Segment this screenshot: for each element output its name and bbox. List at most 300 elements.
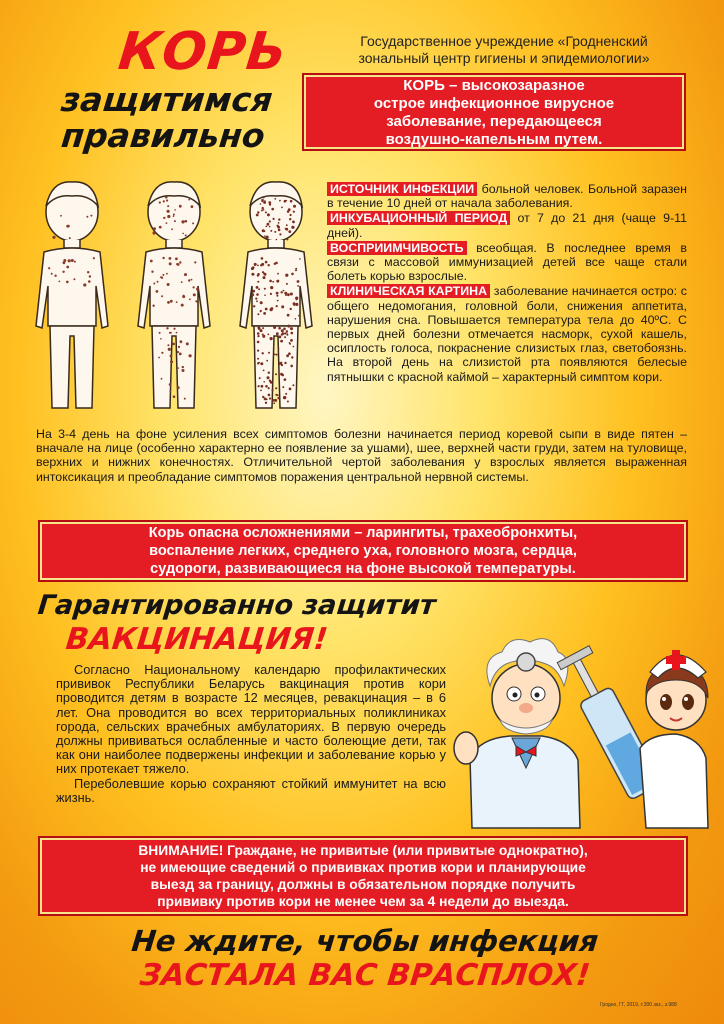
susceptibility-text: всеобщая. В последнее время в связи с массовой иммунизацией детей все чаще стали болеть корью взрослые. xyxy=(327,240,687,284)
rash-spot xyxy=(158,357,160,359)
rash-spot xyxy=(296,299,298,301)
rash-spot xyxy=(257,265,259,267)
rash-spot xyxy=(178,346,180,348)
rash-spot xyxy=(270,230,272,232)
rash-spot xyxy=(285,393,287,395)
rash-spot xyxy=(289,342,291,344)
rash-spot xyxy=(176,263,178,265)
info-clinical xyxy=(327,284,687,383)
rash-spot xyxy=(157,281,159,283)
rash-spot xyxy=(297,285,299,287)
rash-spot xyxy=(181,304,184,307)
rash-spot xyxy=(259,377,261,379)
rash-spot xyxy=(286,354,289,357)
rash-spot xyxy=(188,279,190,281)
rash-spot xyxy=(153,231,156,234)
rash-spot xyxy=(173,214,175,216)
rash-spot xyxy=(260,362,263,365)
rash-spot xyxy=(276,332,279,335)
definition-line: острое инфекционное вирусное xyxy=(373,95,615,112)
rash-spot xyxy=(292,384,294,386)
rash-spot xyxy=(268,264,270,266)
rash-spot xyxy=(264,288,266,290)
complications-line: судороги, развивающиеся на фоне высокой температуры. xyxy=(150,561,576,577)
rash-spot xyxy=(295,269,297,271)
rash-spot xyxy=(287,314,290,317)
rash-spot xyxy=(167,205,169,207)
rash-spot xyxy=(293,346,295,348)
rash-spot xyxy=(267,334,269,336)
definition-line: воздушно-капельным путем. xyxy=(385,131,603,148)
rash-spot xyxy=(275,387,277,389)
rash-spot xyxy=(196,288,199,291)
rash-spot xyxy=(194,261,196,263)
rash-spot xyxy=(262,230,264,232)
rash-spot xyxy=(184,398,186,400)
rash-spot xyxy=(264,398,267,401)
rash-spot xyxy=(173,328,175,330)
nurse-figure xyxy=(640,650,708,828)
rash-spot xyxy=(276,239,278,241)
rash-spot xyxy=(159,332,161,334)
rash-spot xyxy=(290,365,293,368)
rash-spot xyxy=(287,239,289,241)
rash-spot xyxy=(182,233,184,235)
rash-spot xyxy=(278,327,281,330)
rash-spot xyxy=(51,273,53,275)
rash-spot xyxy=(168,348,171,351)
rash-spot xyxy=(267,213,270,216)
vaccination-heading: Гарантированно защитит xyxy=(36,590,438,621)
rash-spot xyxy=(260,301,263,304)
rash-spot xyxy=(73,278,75,280)
child-figure xyxy=(36,182,108,408)
rash-spot xyxy=(171,228,173,230)
rash-spot xyxy=(162,257,164,259)
rash-spot xyxy=(288,208,291,211)
info-source xyxy=(327,182,687,210)
rash-spot xyxy=(284,362,286,364)
rash-spot xyxy=(261,257,264,260)
rash-spot xyxy=(60,215,62,217)
rash-spot xyxy=(290,339,293,342)
rash-spot xyxy=(74,261,76,263)
subtitle-line: защитимся xyxy=(59,80,275,119)
rash-spot xyxy=(291,356,293,358)
rash-spot xyxy=(265,385,268,388)
poster-title: КОРЬ xyxy=(115,22,291,82)
rash-spot xyxy=(278,222,280,224)
rash-spot xyxy=(269,226,271,228)
rash-spot xyxy=(153,227,156,230)
rash-spot xyxy=(83,283,86,286)
label-clinical: КЛИНИЧЕСКАЯ КАРТИНА xyxy=(327,284,490,298)
rash-spot xyxy=(256,293,259,296)
rash-spot xyxy=(265,226,267,228)
rash-spot xyxy=(292,221,295,224)
rash-spot xyxy=(182,369,185,372)
rash-spot xyxy=(69,237,71,239)
rash-spot xyxy=(268,372,270,374)
rash-spot xyxy=(257,358,259,360)
rash-spot xyxy=(278,218,280,220)
rash-spot xyxy=(166,273,168,275)
rash-spot xyxy=(261,200,263,202)
rash-spot xyxy=(287,325,290,328)
rash-spot xyxy=(176,301,178,303)
rash-spot xyxy=(289,388,292,391)
rash-spot xyxy=(260,310,262,312)
rash-spot xyxy=(184,273,187,276)
rash-spot xyxy=(279,233,281,235)
rash-spot xyxy=(189,298,191,300)
rash-spot xyxy=(167,215,170,218)
rash-spot xyxy=(287,293,290,296)
rash-spot xyxy=(177,351,179,353)
rash-spot xyxy=(284,336,286,338)
rash-spot xyxy=(186,342,189,345)
rash-spot xyxy=(189,354,192,357)
poster-subtitle xyxy=(26,82,304,154)
rash-spot xyxy=(260,329,263,332)
rash-spot xyxy=(193,293,196,296)
rash-spot xyxy=(286,332,288,334)
definition-box xyxy=(302,73,686,151)
rash-spot xyxy=(283,290,285,292)
rash-spot xyxy=(195,300,197,302)
rash-spot xyxy=(263,202,265,204)
rash-spot xyxy=(284,396,287,399)
label-susceptibility: ВОСПРИИМЧИВОСТЬ xyxy=(327,241,467,255)
rash-spot xyxy=(276,305,278,307)
rash-spot xyxy=(274,231,276,233)
rash-spot xyxy=(251,293,254,296)
rash-spot xyxy=(170,355,173,358)
rash-spot xyxy=(276,295,278,297)
rash-spot xyxy=(163,217,165,219)
rash-spot xyxy=(273,218,275,220)
rash-spot xyxy=(274,198,276,200)
rash-spot xyxy=(185,220,188,223)
rash-spot xyxy=(273,346,275,348)
rash-spot xyxy=(270,286,273,289)
rash-spot xyxy=(179,205,182,208)
rash-spot xyxy=(284,200,287,203)
rash-spot xyxy=(281,374,284,377)
complications-box xyxy=(38,520,688,582)
rash-spot xyxy=(297,280,300,283)
rash-spot xyxy=(276,354,278,356)
rash-spot xyxy=(165,196,168,199)
rash-spot xyxy=(167,301,170,304)
rash-spot xyxy=(278,229,281,232)
rash-spot xyxy=(263,209,265,211)
rash-spot xyxy=(177,386,180,389)
info-incubation xyxy=(327,211,687,239)
rash-spot xyxy=(288,352,291,355)
rash-spot xyxy=(295,318,297,320)
rash-spot xyxy=(284,332,286,334)
rash-spot xyxy=(291,226,294,229)
vaccination-paragraph: Переболевшие корью сохраняют стойкий иммунитет на всю жизнь. xyxy=(56,775,446,805)
rash-spot xyxy=(172,343,175,346)
rash-spot xyxy=(256,286,259,289)
rash-spot xyxy=(273,402,275,404)
rash-spot xyxy=(260,203,262,205)
rash-spot xyxy=(286,330,288,332)
rash-spot xyxy=(267,223,270,226)
rash-spot xyxy=(152,305,154,307)
footer-slogan-accent: ЗАСТАЛА ВАС ВРАСПЛОХ! xyxy=(138,958,592,993)
rash-spot xyxy=(192,222,194,224)
rash-spot xyxy=(180,340,183,343)
rash-spot xyxy=(256,214,259,217)
rash-spot xyxy=(262,207,264,209)
rash-spot xyxy=(261,385,264,388)
rash-spot xyxy=(166,199,168,201)
rash-spot xyxy=(88,280,91,283)
warning-box xyxy=(38,836,688,916)
warning-line: не имеющие сведений о прививках против кори и планирующие xyxy=(140,860,586,875)
rash-spot xyxy=(167,283,170,286)
complications-line: Корь опасна осложнениями – ларингиты, трахеобронхиты, xyxy=(148,525,578,541)
rash-spot xyxy=(299,258,301,260)
rash-spot xyxy=(93,257,95,259)
rash-spot xyxy=(291,273,294,276)
rash-spot xyxy=(277,225,279,227)
rash-spot xyxy=(185,234,187,236)
rash-spot xyxy=(281,334,283,336)
rash-spot xyxy=(293,211,295,213)
rash-spot xyxy=(285,294,287,296)
rash-spot xyxy=(256,300,258,302)
rash-spot xyxy=(155,199,157,201)
rash-spot xyxy=(276,280,279,283)
footer-slogan: Не ждите, чтобы инфекция xyxy=(130,924,600,958)
rash-spot xyxy=(263,312,266,315)
org-line: зональный центр гигиены и эпидемиологии» xyxy=(358,50,650,66)
rash-spot xyxy=(188,199,190,201)
rash-spot xyxy=(68,259,71,262)
rash-spot xyxy=(174,209,176,211)
rash-spot xyxy=(90,215,92,217)
rash-spot xyxy=(281,329,284,332)
rash-spot xyxy=(169,262,172,265)
rash-spot xyxy=(272,281,274,283)
rash-spot xyxy=(298,315,300,317)
rash-spot xyxy=(86,216,88,218)
rash-spot xyxy=(279,200,281,202)
rash-spot xyxy=(282,386,284,388)
rash-spot xyxy=(284,379,286,381)
rash-spot xyxy=(87,271,89,273)
rash-spot xyxy=(151,271,153,273)
organization-name xyxy=(318,33,690,67)
rash-spot xyxy=(269,220,271,222)
rash-spot xyxy=(167,344,169,346)
rash-spot xyxy=(270,337,273,340)
label-source: ИСТОЧНИК ИНФЕКЦИИ xyxy=(327,182,477,196)
warning-line: выезд за границу, должны в обязательном порядке получить xyxy=(150,877,576,892)
rash-spot xyxy=(264,273,267,276)
rash-spot xyxy=(71,259,74,262)
rash-spot xyxy=(252,290,255,293)
rash-spot xyxy=(162,274,164,276)
rash-spot xyxy=(272,399,275,402)
complications-line: воспаление легких, среднего уха, головного мозга, сердца, xyxy=(149,543,577,559)
rash-spot xyxy=(290,308,292,310)
rash-spot xyxy=(271,208,274,211)
rash-spot xyxy=(173,395,176,398)
rash-spot xyxy=(286,283,288,285)
rash-spot xyxy=(62,271,64,273)
rash-spot xyxy=(283,328,286,331)
rash-spot xyxy=(295,303,298,306)
rash-spot xyxy=(262,334,264,336)
rash-spot xyxy=(193,286,195,288)
rash-spot xyxy=(169,257,172,260)
rash-spot xyxy=(260,264,262,266)
rash-spot xyxy=(264,335,266,337)
rash-spot xyxy=(291,332,294,335)
rash-spot xyxy=(261,209,263,211)
rash-spot xyxy=(264,294,266,296)
rash-spot xyxy=(175,257,178,260)
rash-spot xyxy=(262,352,264,354)
rash-spot xyxy=(281,207,283,209)
label-incubation: ИНКУБАЦИОННЫЙ ПЕРИОД xyxy=(327,211,510,225)
rash-spot xyxy=(279,336,282,339)
info-susceptibility xyxy=(327,241,687,284)
rash-spot xyxy=(285,228,287,230)
rash-spot xyxy=(269,201,272,204)
rash-spot xyxy=(54,275,56,277)
disease-info xyxy=(327,182,687,385)
rash-spot xyxy=(179,353,182,356)
rash-spot xyxy=(257,211,259,213)
rash-spot xyxy=(161,378,163,380)
rash-spot xyxy=(159,226,162,229)
rash-spot xyxy=(257,341,260,344)
rash-spot xyxy=(251,273,254,276)
rash-spot xyxy=(191,205,194,208)
rash-spot xyxy=(290,293,293,296)
warning-line: прививку против кори не менее чем за 4 недели до выезда. xyxy=(157,894,569,909)
rash-spot xyxy=(255,298,257,300)
rash-spot xyxy=(286,334,288,336)
rash-spot xyxy=(176,332,178,334)
rash-spot xyxy=(150,260,153,263)
rash-spot xyxy=(267,376,270,379)
rash-spot xyxy=(163,200,165,202)
clinical-text: заболевание начинается остро: с общего недомогания, головной боли, снижения аппетита, нарушения сна. Повышается температура тела до 40ºС. С первых дней болезни отмечается насморк, сухой кашель, осиплость голоса, покраснение слизистых глаз, светобоязнь. На второй день на слизистой рта появляются белесые пятнышки с красной каймой – характерный симптом кори. xyxy=(327,284,688,384)
rash-spot xyxy=(166,327,168,329)
warning-line: ВНИМАНИЕ! Граждане, не привитые (или привитые однократно), xyxy=(138,843,588,858)
rash-spot xyxy=(266,360,268,362)
rash-spot xyxy=(257,313,259,315)
rash-spot xyxy=(280,362,282,364)
rash-spot xyxy=(262,271,264,273)
rash-spot xyxy=(183,295,185,297)
rash-spot xyxy=(281,291,283,293)
rash-spot xyxy=(290,200,293,203)
children-rash-illustration xyxy=(22,172,328,422)
rash-spot xyxy=(277,273,279,275)
rash-spot xyxy=(260,390,262,392)
rash-spot xyxy=(273,326,276,329)
rash-spot xyxy=(257,274,259,276)
rash-spot xyxy=(160,276,162,278)
rash-spot xyxy=(257,362,259,364)
rash-spot xyxy=(265,261,268,264)
rash-spot xyxy=(257,350,259,352)
vaccination-paragraph: Согласно Национальному календарю профилактических прививок Республики Беларусь вакцинация против кори проводится детям в возрасте 12 месяцев, ревакцинация – в 6 лет. Она проводится во всех территориальных поликлиниках города, сельских врачебных амбулаториях. В первую очередь должны прививаться ослабленные и часто болеющие дети, так как они наиболее подвержены инфекции и заболевание корью у них протекает тяжело. xyxy=(56,662,446,777)
rash-spot xyxy=(263,276,266,279)
rash-spot xyxy=(63,259,66,262)
rash-spot xyxy=(269,380,271,382)
rash-spot xyxy=(161,352,163,354)
rash-spot xyxy=(287,401,289,403)
source-text: больной человек. Больной заразен в течение 10 дней от начала заболевания. xyxy=(327,182,687,211)
rash-spot xyxy=(274,354,276,356)
rash-spot xyxy=(66,225,69,228)
rash-spot xyxy=(270,308,273,311)
rash-spot xyxy=(159,201,161,203)
rash-spot xyxy=(278,348,280,350)
rash-spot xyxy=(276,292,279,295)
rash-spot xyxy=(257,332,260,335)
rash-spot xyxy=(280,340,283,343)
rash-spot xyxy=(286,224,288,226)
rash-spot xyxy=(269,397,271,399)
rash-spot xyxy=(173,215,175,217)
rash-spot xyxy=(263,370,265,372)
rash-spot xyxy=(262,327,264,329)
rash-spot xyxy=(153,283,155,285)
rash-spot xyxy=(174,220,176,222)
rash-spot xyxy=(289,218,291,220)
rash-spot xyxy=(169,383,172,386)
print-imprint: Гродно, ГГ, 2019, т.300 экз., з.988 xyxy=(600,1002,677,1008)
rash-spot xyxy=(167,210,170,213)
rash-spot xyxy=(275,394,277,396)
subtitle-line: правильно xyxy=(59,116,267,155)
rash-spot xyxy=(181,220,184,223)
rash-spot xyxy=(268,387,270,389)
rash-spot xyxy=(181,281,183,283)
rash-spot xyxy=(89,275,91,277)
rash-spot xyxy=(288,230,291,233)
rash-spot xyxy=(277,397,279,399)
rash-spot xyxy=(281,305,284,308)
rash-spot xyxy=(262,396,264,398)
rash-spot xyxy=(290,214,292,216)
rash-spot xyxy=(169,332,171,334)
rash-description: На 3-4 день на фоне усиления всех симптомов болезни начинается период коревой сыпи в виде пятен – вначале на лице (особенно характерно ее появление за ушами), шее, верхней части груди, затем на туловище, верхних и нижних конечностях. Отличительной чертой заболевания у взрослых является выраженная интоксикация и преобладание симптомов поражения центральной нервной системы. xyxy=(36,427,687,484)
vaccination-text xyxy=(56,663,446,805)
rash-spot xyxy=(268,352,270,354)
rash-spot xyxy=(161,295,163,297)
rash-spot xyxy=(268,394,271,397)
rash-spot xyxy=(266,236,269,239)
rash-spot xyxy=(277,300,279,302)
rash-spot xyxy=(156,290,159,293)
rash-spot xyxy=(275,262,278,265)
rash-spot xyxy=(290,327,293,330)
rash-spot xyxy=(265,402,267,404)
rash-spot xyxy=(177,367,179,369)
rash-spot xyxy=(293,205,296,208)
